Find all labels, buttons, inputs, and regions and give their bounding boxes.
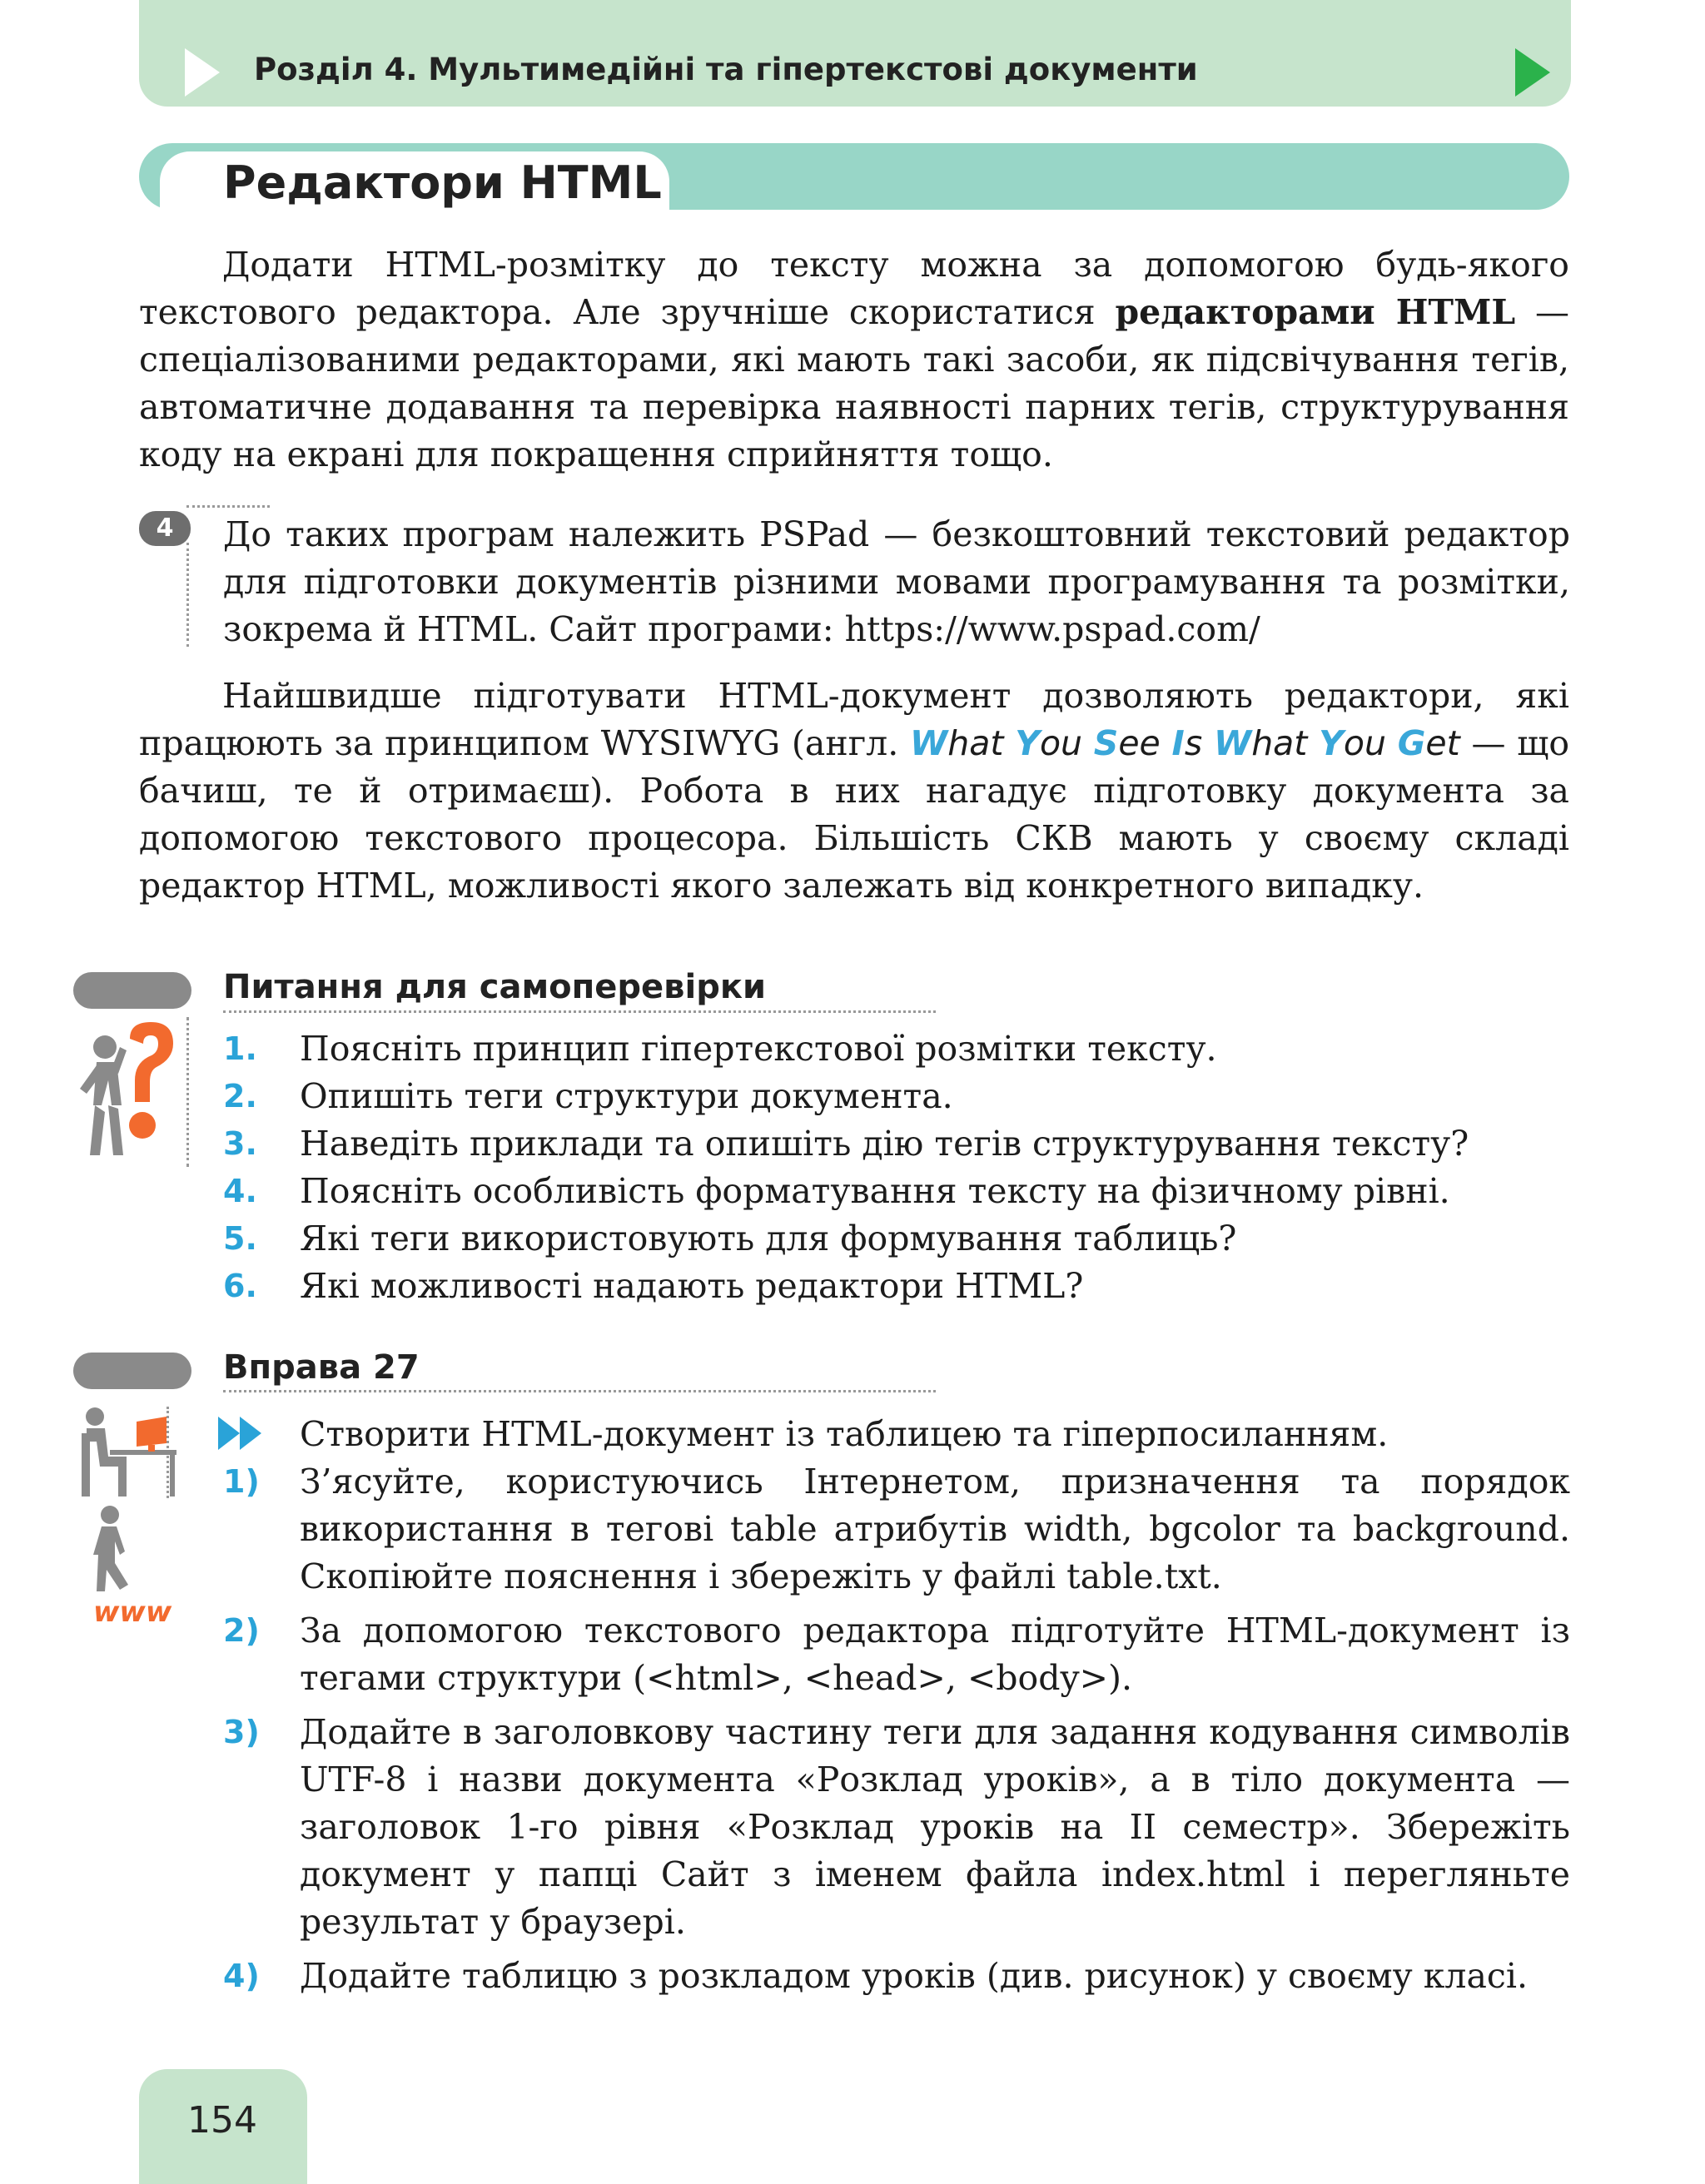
wysiwyg-word-rest: ou — [1343, 723, 1398, 763]
self-check-divider — [223, 1010, 936, 1013]
exercise-step — [223, 1953, 1570, 2000]
thinking-person-question-icon — [72, 1022, 180, 1165]
self-check-question — [223, 1168, 1570, 1215]
self-check-tab — [73, 972, 191, 1009]
wysiwyg-word-rest: hat — [1251, 723, 1320, 763]
wysiwyg-text-a: Найшвидше підготувати HTML-документ дозволяють редактори, які працюють за принципом WYSIWYG (англ. — [139, 676, 1569, 763]
task-double-arrow-icon — [218, 1417, 265, 1450]
self-check-title: Питання для самоперевірки — [223, 968, 767, 1006]
intro-text-a: Додати HTML-розмітку до тексту можна за допомогою будь-якого текстового редактора. Але зручніше скористатися — [139, 245, 1569, 332]
person-at-computer-icon — [77, 1405, 176, 1498]
wysiwyg-expansion — [910, 723, 1460, 763]
question-text: Які теги використовують для формування таблиць? — [300, 1219, 1237, 1258]
exercise-step — [223, 1709, 1570, 1946]
note-number-badge: 4 — [139, 511, 191, 546]
person-walking-www-icon — [92, 1505, 183, 1626]
chapter-arrow-right-icon[interactable] — [1515, 48, 1550, 97]
exercise-step — [223, 1458, 1570, 1601]
page-number: 154 — [187, 2099, 257, 2142]
step-text: За допомогою текстового редактора підготуйте HTML-документ із тегами структури (<html>, <head>, <body>). — [300, 1611, 1570, 1698]
note-divider — [186, 505, 270, 508]
self-check-question — [223, 1215, 1570, 1263]
step-text: З’ясуйте, користуючись Інтернетом, призначення та порядок використання в тегові table атрибутів width, bgcolor та background. Скопіюйте пояснення і збережіть у файлі table.txt. — [300, 1462, 1570, 1596]
self-check-question-list — [223, 1025, 1570, 1310]
question-number: 5. — [223, 1220, 257, 1257]
question-number: 3. — [223, 1125, 257, 1162]
wysiwyg-word-rest: hat — [947, 723, 1016, 763]
step-number: 3) — [223, 1714, 260, 1750]
intro-text-b: — спеціалізованими редакторами, які мають такі засоби, як підсвічування тегів, автоматичне додавання та перевірка наявності парних тегів, структурування коду на екрані для покращення сприйняття тощо. — [139, 292, 1569, 474]
wysiwyg-word-rest: et — [1425, 723, 1460, 763]
wysiwyg-word-rest: ou — [1039, 723, 1094, 763]
svg-text:www: www — [93, 1596, 172, 1626]
wysiwyg-initial: Y — [1015, 723, 1040, 763]
question-number: 1. — [223, 1030, 257, 1067]
step-number: 1) — [223, 1463, 260, 1500]
self-check-question — [223, 1263, 1570, 1310]
wysiwyg-initial: S — [1093, 723, 1119, 763]
wysiwyg-initial: Y — [1319, 723, 1344, 763]
question-text: Опишіть теги структури документа. — [300, 1076, 953, 1116]
wysiwyg-word-rest: s — [1184, 723, 1214, 763]
self-check-question — [223, 1025, 1570, 1073]
step-number: 4) — [223, 1958, 260, 1994]
intro-paragraph — [139, 241, 1569, 479]
chapter-arrow-left-icon — [185, 48, 220, 97]
exercise-step-list — [223, 1458, 1570, 2000]
wysiwyg-paragraph — [139, 673, 1569, 910]
wysiwyg-initial: W — [910, 723, 948, 763]
wysiwyg-initial: W — [1213, 723, 1252, 763]
exercise-tab — [73, 1353, 191, 1389]
question-text: Які можливості надають редактори HTML? — [300, 1266, 1084, 1306]
wysiwyg-word-rest: ee — [1118, 723, 1172, 763]
section-title: Редактори HTML — [223, 156, 662, 209]
wysiwyg-initial: G — [1397, 723, 1426, 763]
self-check-question — [223, 1120, 1570, 1168]
exercise-intro: Створити HTML-документ із таблицею та гіперпосиланням. — [300, 1414, 1389, 1454]
self-check-question — [223, 1073, 1570, 1120]
pspad-note-paragraph: До таких програм належить PSPad — безкоштовний текстовий редактор для підготовки документів різними мовами програмування та розмітки, зокрема й HTML. Сайт програми: https://www.pspad.com/ — [223, 514, 1570, 649]
exercise-title: Вправа 27 — [223, 1348, 420, 1387]
step-text: Додайте таблицю з розкладом уроків (див. рисунок) у своєму класі. — [300, 1956, 1528, 1996]
intro-bold-term: редакторами HTML — [1115, 292, 1516, 332]
chapter-title: Розділ 4. Мультимедійні та гіпертекстові документи — [254, 52, 1198, 87]
question-number: 2. — [223, 1078, 257, 1114]
question-number: 6. — [223, 1268, 257, 1304]
question-text: Поясніть особливість форматування тексту на фізичному рівні. — [300, 1171, 1450, 1211]
self-check-side-line — [186, 1017, 189, 1167]
exercise-step — [223, 1607, 1570, 1702]
question-text: Поясніть принцип гіпертекстової розмітки тексту. — [300, 1029, 1217, 1069]
question-number: 4. — [223, 1173, 257, 1209]
step-text: Додайте в заголовкову частину теги для задання кодування символів UTF-8 і назви документа «Розклад уроків», а в тіло документа — заголовок 1-го рівня «Розклад уроків на II семестр». Збережіть документ у папці Сайт з іменем файла index.html і перегляньте результат у браузері. — [300, 1712, 1570, 1942]
exercise-divider — [223, 1390, 936, 1392]
wysiwyg-text-b: — що бачиш, те й отримаєш). Робота в них нагадує підготовку документа за допомогою текстового процесора. Більшість СКВ мають у своєму складі редактор HTML, можливості якого залежать від конкретного випадку. — [139, 723, 1570, 906]
note-side-line — [186, 543, 189, 647]
wysiwyg-initial: I — [1171, 723, 1185, 763]
step-number: 2) — [223, 1612, 260, 1649]
question-text: Наведіть приклади та опишіть дію тегів структурування тексту? — [300, 1124, 1469, 1164]
